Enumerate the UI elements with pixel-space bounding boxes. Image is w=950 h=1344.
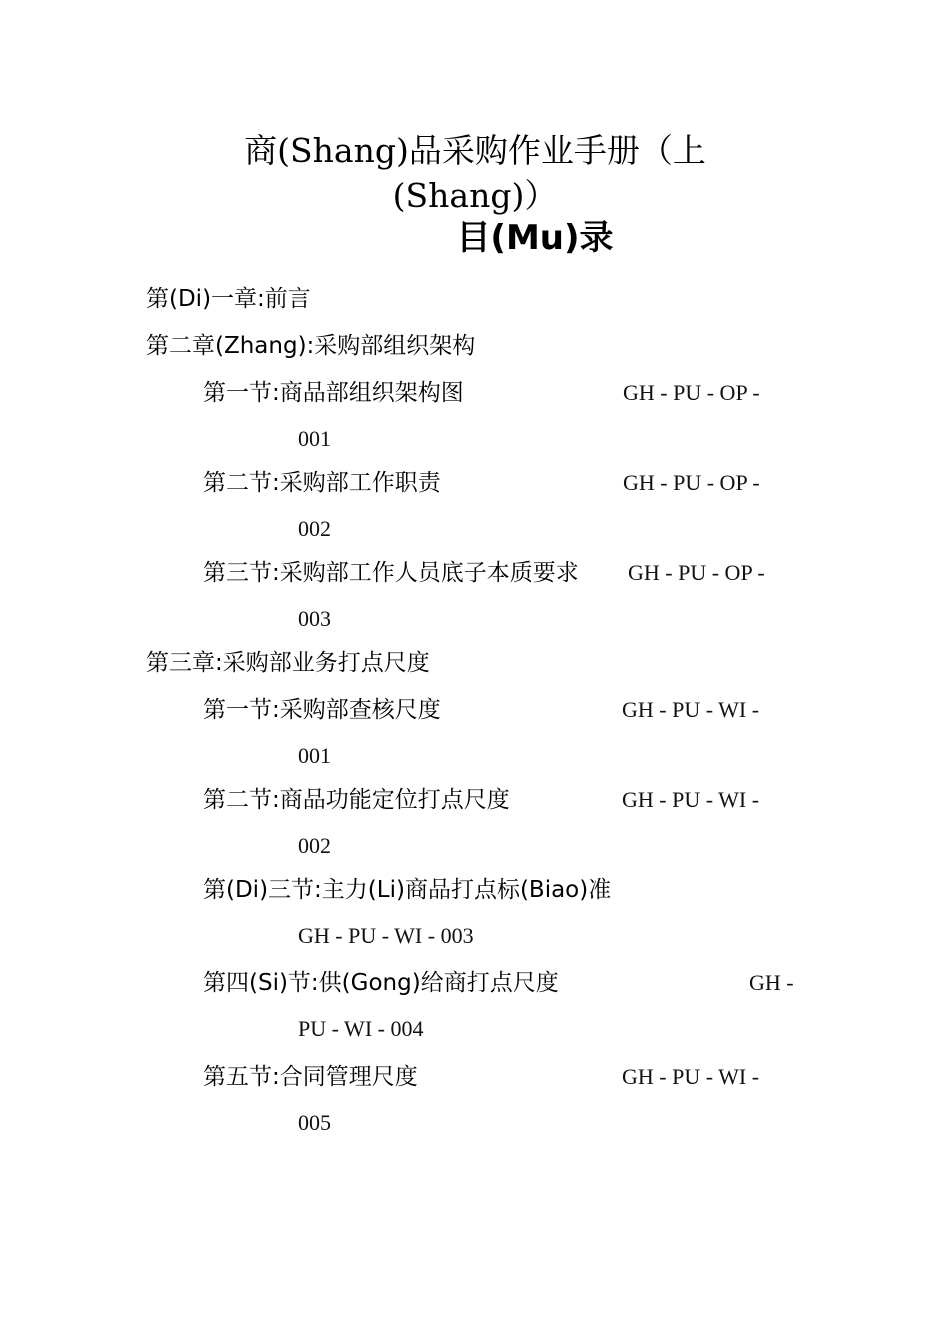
document-title-line-2: (Shang)） <box>392 176 558 215</box>
toc-chapter-3: 第三章:采购部业务打点尺度 <box>146 650 430 676</box>
toc-ch3-section-2: 第二节:商品功能定位打点尺度 <box>203 787 510 813</box>
toc-ch2-section-3: 第三节:采购部工作人员底子本质要求 <box>203 560 579 586</box>
toc-ch3-section-2-code-cont: 002 <box>298 833 331 858</box>
toc-ch3-section-4-code: GH - <box>749 970 794 995</box>
toc-ch3-section-2-code: GH - PU - WI - <box>622 787 760 812</box>
toc-ch3-section-1: 第一节:采购部查核尺度 <box>203 697 441 723</box>
toc-ch3-section-5: 第五节:合同管理尺度 <box>203 1064 418 1090</box>
toc-ch2-section-1-code-cont: 001 <box>298 426 331 451</box>
toc-ch3-section-1-code: GH - PU - WI - <box>622 697 760 722</box>
toc-ch2-section-2: 第二节:采购部工作职责 <box>203 470 441 496</box>
toc-chapter-1: 第(Di)一章:前言 <box>146 286 311 312</box>
document-title-line-1: 商(Shang)品采购作业手册（上 <box>244 131 706 170</box>
toc-ch3-section-4: 第四(Si)节:供(Gong)给商打点尺度 <box>203 970 559 996</box>
toc-chapter-2: 第二章(Zhang):采购部组织架构 <box>146 333 476 359</box>
toc-ch3-section-3: 第(Di)三节:主力(Li)商品打点标(Biao)准 <box>203 877 612 903</box>
toc-ch2-section-3-code-cont: 003 <box>298 606 331 631</box>
toc-ch3-section-4-code-cont: PU - WI - 004 <box>298 1016 424 1041</box>
toc-ch3-section-3-code: GH - PU - WI - 003 <box>298 923 474 948</box>
toc-ch2-section-1-code: GH - PU - OP - <box>623 380 760 405</box>
toc-heading: 目(Mu)录 <box>456 218 614 258</box>
toc-ch3-section-1-code-cont: 001 <box>298 743 331 768</box>
toc-ch2-section-2-code: GH - PU - OP - <box>623 470 760 495</box>
toc-ch2-section-2-code-cont: 002 <box>298 516 331 541</box>
toc-ch2-section-3-code: GH - PU - OP - <box>628 560 765 585</box>
toc-ch3-section-5-code-cont: 005 <box>298 1110 331 1135</box>
toc-ch3-section-5-code: GH - PU - WI - <box>622 1064 760 1089</box>
toc-ch2-section-1: 第一节:商品部组织架构图 <box>203 380 464 406</box>
